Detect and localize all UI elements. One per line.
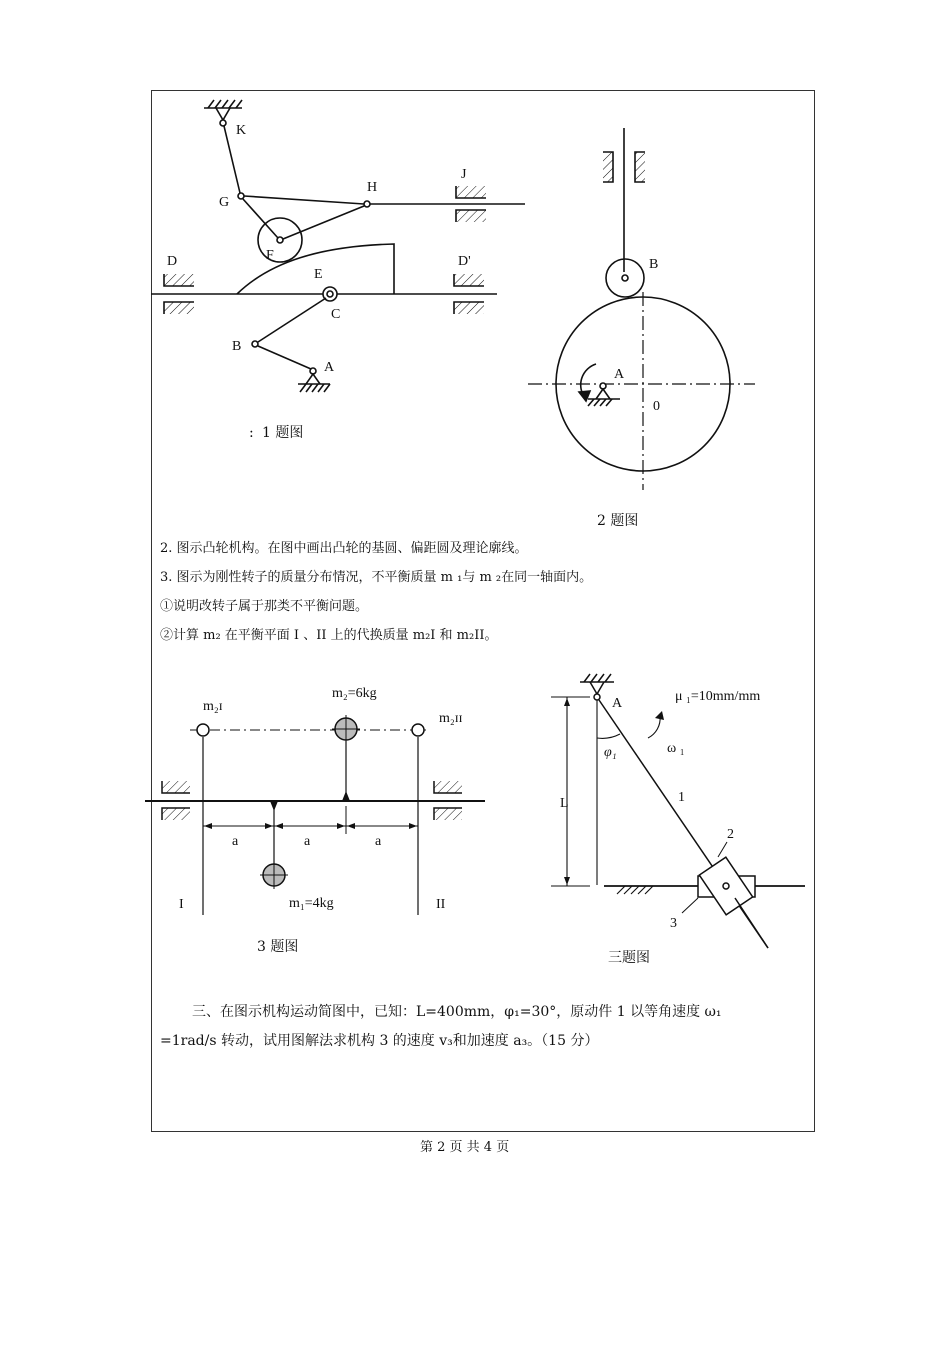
label-scale: μ ₁=10mm/mm: [675, 689, 761, 704]
dimension-l: [551, 697, 590, 886]
label-dprime: D': [458, 254, 471, 269]
joint-slider: [723, 883, 729, 889]
label-m2i: m₂ɪ: [203, 699, 223, 714]
ground-support-a2: [588, 389, 620, 406]
joint-h: [364, 201, 370, 207]
label-a4: A: [612, 696, 623, 711]
angle-arc: [597, 734, 620, 738]
label-a1: a: [232, 834, 239, 849]
link-fh: [283, 206, 364, 239]
link-gh: [244, 196, 364, 204]
figure-1: [151, 100, 525, 392]
label-plane-ii: II: [436, 897, 446, 912]
joint-k: [220, 120, 226, 126]
leader-2: [718, 842, 727, 857]
label-plane-i: I: [179, 897, 184, 912]
caption-mark: :: [249, 425, 254, 441]
joint-b: [252, 341, 258, 347]
figure-4: [551, 674, 805, 948]
label-e: E: [314, 267, 323, 282]
question-3: 3. 图示为刚性转子的质量分布情况，不平衡质量 m ₁与 m ₂在同一轴面内。: [160, 570, 593, 585]
label-b: B: [232, 339, 242, 354]
label-h: H: [367, 180, 378, 195]
label-link3: 3: [670, 916, 677, 931]
label-o: 0: [653, 399, 660, 414]
label-link1: 1: [678, 790, 685, 805]
caption-fig1: 1 题图: [262, 425, 304, 441]
label-f: F: [266, 248, 274, 263]
label-a2: A: [614, 367, 625, 382]
mass-m2i: [197, 724, 209, 736]
link-ba: [258, 346, 311, 369]
label-a3: a: [375, 834, 382, 849]
question-2: 2. 图示凸轮机构。在图中画出凸轮的基圆、偏距圆及理论廓线。: [160, 541, 528, 556]
page-footer: 第 2 页 共 4 页: [420, 1140, 510, 1155]
leader-3: [682, 898, 698, 913]
ground-hatch: [617, 886, 653, 894]
label-k: K: [236, 123, 247, 138]
ground-support-a4: [580, 674, 614, 694]
label-a2: a: [304, 834, 311, 849]
label-phi: φ₁: [604, 745, 617, 760]
problem-3-line1: 三、在图示机构运动简图中，已知：L=400mm，φ₁=30°，原动件 1 以等角速度 ω₁: [192, 1004, 722, 1020]
label-link2: 2: [727, 827, 734, 842]
joint-a4: [594, 694, 600, 700]
label-b2: B: [649, 257, 659, 272]
label-g: G: [219, 195, 230, 210]
problem-3-line2: =1rad/s 转动，试用图解法求机构 3 的速度 v₃和加速度 a₃。（15 分）: [160, 1033, 599, 1049]
figure-2: [528, 128, 755, 490]
question-3-part2: ②计算 m₂ 在平衡平面 I 、II 上的代换质量 m₂I 和 m₂II。: [160, 628, 498, 643]
label-j: J: [461, 167, 467, 182]
label-a: A: [324, 360, 335, 375]
label-l: L: [560, 796, 569, 811]
label-c: C: [331, 307, 341, 322]
link-cb: [258, 298, 326, 342]
label-m1: m₁=4kg: [289, 896, 334, 911]
caption-fig3: 3 题图: [257, 939, 299, 955]
joint-g: [238, 193, 244, 199]
question-3-part1: ①说明改转子属于那类不平衡问题。: [160, 599, 369, 614]
dimension-lines: [203, 806, 418, 834]
mass-m2ii: [412, 724, 424, 736]
figure-4-labels: [560, 689, 760, 966]
caption-fig2: 2 题图: [597, 513, 639, 529]
label-omega: ω ₁: [667, 741, 685, 756]
ground-support-a: [298, 374, 330, 392]
label-m2ii: m₂ɪɪ: [439, 711, 463, 726]
ground-support-k: [204, 100, 242, 120]
caption-fig4: 三题图: [608, 950, 650, 966]
figure-1-labels: [167, 123, 471, 441]
figure-3: [145, 715, 485, 915]
label-m2: m₂=6kg: [332, 686, 377, 701]
label-d: D: [167, 254, 178, 269]
omega-arc: [648, 716, 660, 738]
